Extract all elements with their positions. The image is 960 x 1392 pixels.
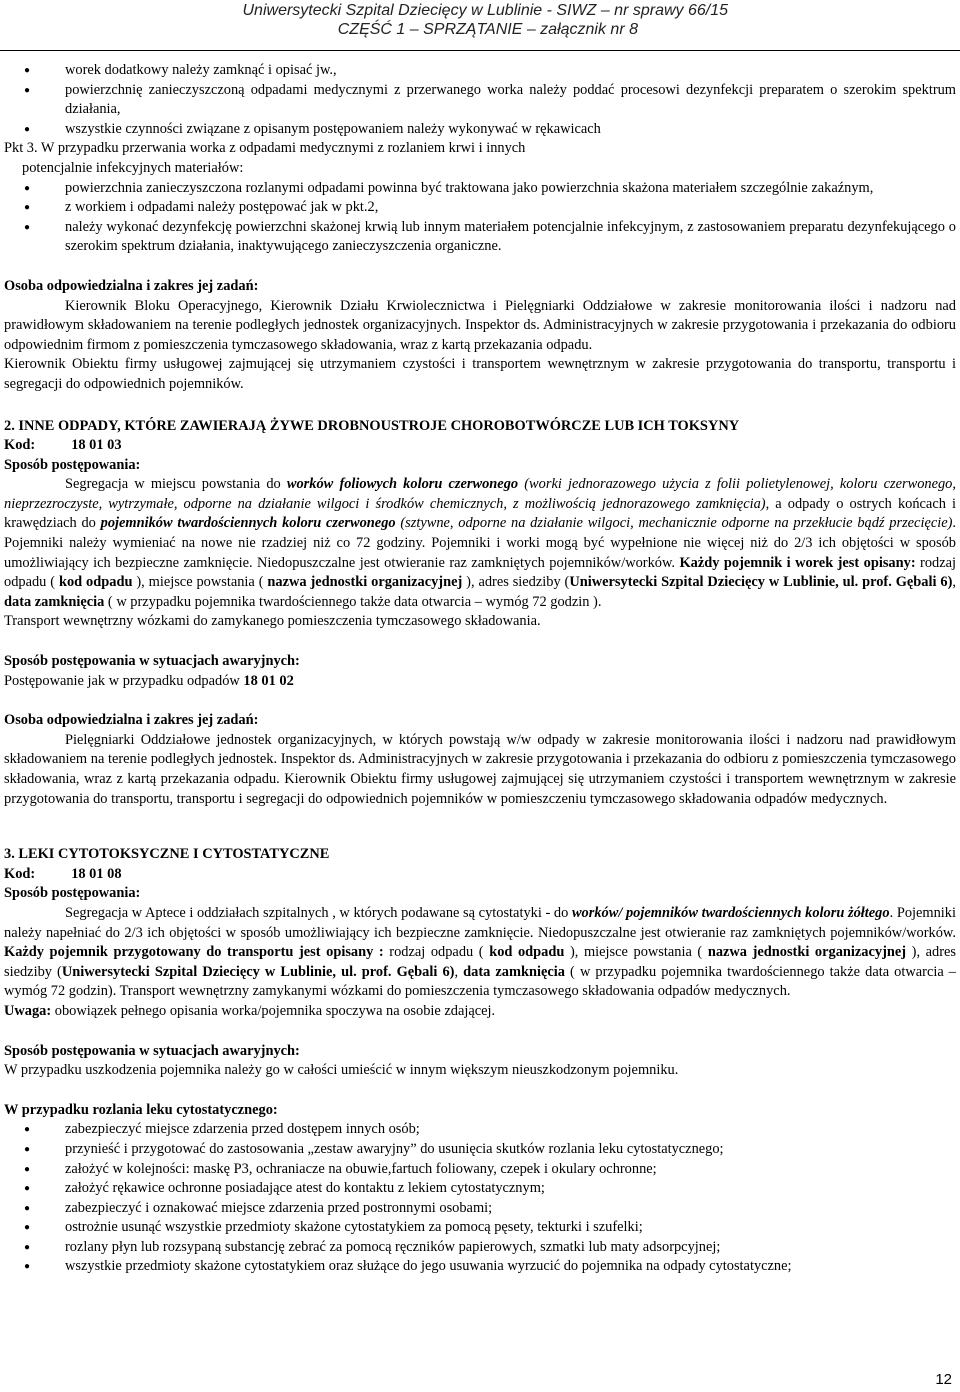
section2-sposob-label: Sposób postępowania: [4, 456, 141, 473]
list-item: ● założyć rękawice ochronne posiadające atest do kontaktu z lekiem cytostatycznym; [4, 1179, 956, 1199]
list-item: ● z workiem i odpadami należy postępować jak w pkt.2, [4, 198, 956, 218]
list-item: ● wszystkie przedmioty skażone cytostatykiem oraz służące do jego usuwania wyrzucić do pojemnika na odpady cytostatyczne; [4, 1257, 956, 1277]
kod-value: 18 01 08 [71, 865, 122, 882]
section2-awaryjne-label: Sposób postępowania w sytuacjach awaryjnych: [4, 653, 300, 670]
list-item: ● zabezpieczyć miejsce zdarzenia przed dostępem innych osób; [4, 1120, 956, 1140]
section2-title: 2. INNE ODPADY, KTÓRE ZAWIERAJĄ ŻYWE DROBNOUSTROJE CHOROBOTWÓRCZE LUB ICH TOKSYNY [4, 417, 740, 434]
list-item: ● worek dodatkowy należy zamknąć i opisać jw., [4, 61, 956, 81]
header-title: Uniwersytecki Szpital Dziecięcy w Lublinie - SIWZ – nr sprawy 66/15 [242, 2, 728, 19]
list-item: ● założyć w kolejności: maskę P3, ochraniacze na obuwie,fartuch foliowany, czepek i okulary ochronne; [4, 1160, 956, 1180]
list-item: ● należy wykonać dezynfekcję powierzchni skażonej krwią lub innym materiałem potencjalnie infekcyjnym, z zastosowaniem preparatu dezynfekującego o szerokim spektrum działania, inaktywującego zanieczyszczenia organiczne. [4, 218, 956, 257]
pkt3-bullet-list [4, 179, 956, 257]
section3-uwaga: Uwaga: obowiązek pełnego opisania worka/pojemnika spoczywa na osobie zdającej. [4, 1002, 496, 1019]
section3-rozlanie-label: W przypadku rozlania leku cytostatycznego: [4, 1101, 278, 1118]
section2-transport: Transport wewnętrzny wózkami do zamykanego pomieszczenia tymczasowego składowania. [4, 613, 541, 630]
list-item: ● zabezpieczyć i oznakować miejsce zdarzenia przed postronnymi osobami; [4, 1199, 956, 1219]
list-item: ● wszystkie czynności związane z opisanym postępowaniem należy wykonywać w rękawicach [4, 120, 956, 140]
responsibility-text-2: Kierownik Obiektu firmy usługowej zajmującej się utrzymaniem czystości i transportem wewnętrznym w zakresie przygotowania do transportu, transportu i segregacji do odpowiednich pojemników. [4, 356, 956, 392]
responsibility-heading: Osoba odpowiedzialna i zakres jej zadań: [4, 277, 259, 294]
kod-value: 18 01 03 [71, 437, 122, 454]
pkt3-intro: Pkt 3. W przypadku przerwania worka z odpadami medycznymi z rozlaniem krwi i innych [4, 140, 526, 157]
section2-resp-heading: Osoba odpowiedzialna i zakres jej zadań: [4, 712, 259, 729]
rozlanie-bullet-list [4, 1120, 956, 1277]
section3-kod [4, 865, 956, 885]
section2-kod [4, 436, 956, 456]
list-item: ● powierzchnia zanieczyszczona rozlanymi odpadami powinna być traktowana jako powierzchnia skażona materiałem szczególnie zakaźnym, [4, 179, 956, 199]
page-header [0, 0, 960, 50]
list-item: ● powierzchnię zanieczyszczoną odpadami medycznymi z przerwanego worka należy poddać procesowi dezynfekcji preparatem o szerokim spektrum działania, [4, 81, 956, 120]
header-rule [0, 50, 960, 51]
section2-awaryjne-text: Postępowanie jak w przypadku odpadów 18 01 02 [4, 672, 294, 689]
section3-procedure: Segregacja w Aptece i oddziałach szpitalnych , w których podawane są cytostatyki - do worków/ pojemników twardościennych koloru żółtego. Pojemniki należy napełniać do 2/3 ich objętości w sposób umożliwiający ich bezpieczne zamknięcie. Niedopuszczalne jest otwieranie raz zamkniętych pojemników/worków. Każdy pojemnik przygotowany do transportu jest opisany : rodzaj odpadu ( kod odpadu ), miejsce powstania ( nazwa jednostki organizacyjnej ), adres siedziby (Uniwersytecki Szpital Dziecięcy w Lublinie, ul. prof. Gębali 6), data zamknięcia ( w przypadku pojemnika twardościennego także data otwarcia – wymóg 72 godzin). Transport wewnętrzny zamykanymi wózkami do pomieszczenia tymczasowego składowania odpadów medycznych. [4, 904, 956, 1000]
page-number: 12 [935, 1371, 952, 1388]
section3-awaryjne-label: Sposób postępowania w sytuacjach awaryjnych: [4, 1042, 300, 1059]
pkt3-intro-cont: potencjalnie infekcyjnych materiałów: [22, 159, 244, 176]
kod-label: Kod: [4, 437, 36, 454]
section3-awaryjne-text: W przypadku uszkodzenia pojemnika należy go w całości umieścić w innym większym nieuszkodzonym pojemniku. [4, 1062, 679, 1079]
kod-label: Kod: [4, 865, 36, 882]
section2-resp-text: Pielęgniarki Oddziałowe jednostek organizacyjnych, w których powstają w/w odpady w zakresie monitorowania ilości i nadzoru nad prawidłowym składowaniem na terenie podległych jednostek. Inspektor ds. Administracyjnych w zakresie przygotowania i przekazania do odbioru z pomieszczenia tymczasowego składowania, wraz z kartą przekazania odpadu. Kierownik Obiektu firmy usługowej zajmującej się utrzymaniem czystości i transportem wewnętrznym w zakresie przygotowania do transportu, transportu i segregacji do odpowiednich pojemników w pomieszczeniu tymczasowego składowania odpadów medycznych. [4, 731, 956, 807]
section3-sposob-label: Sposób postępowania: [4, 885, 141, 902]
header-subtitle: CZĘŚĆ 1 – SPRZĄTANIE – załącznik nr 8 [337, 21, 638, 38]
section3-title: 3. LEKI CYTOTOKSYCZNE I CYTOSTATYCZNE [4, 846, 330, 863]
responsibility-text: Kierownik Bloku Operacyjnego, Kierownik Działu Krwiolecznictwa i Pielęgniarki Oddziałowe w zakresie monitorowania ilości i nadzoru nad prawidłowym składowaniem na terenie podległych jednostek organizacyjnych. Inspektor ds. Administracyjnych w zakresie przygotowania i przekazania do odbioru odpowiednim firmom z pomieszczenia tymczasowego składowania, wraz z kartą przekazania odpadu. [4, 297, 956, 353]
list-item: ● rozlany płyn lub rozsypaną substancję zebrać za pomocą ręczników papierowych, szmatki lub maty adsorpcyjnej; [4, 1238, 956, 1258]
top-bullet-list [4, 61, 956, 139]
section2-procedure: Segregacja w miejscu powstania do worków foliowych koloru czerwonego (worki jednorazowego użycia z folii polietylenowej, koloru czerwonego, nieprzezroczyste, wytrzymałe, odporne na działanie wilgoci i środków chemicznych, z możliwością jednorazowego zamknięcia), a odpady o ostrych końcach i krawędziach do pojemników twardościennych koloru czerwonego (sztywne, odporne na działanie wilgoci, mechanicznie odporne na przekłucie bądź przecięcie). Pojemniki należy wymieniać na nowe nie rzadziej niż co 72 godziny. Pojemniki i worki mogą być wypełnione nie więcej niż do 2/3 ich objętości w sposób umożliwiający ich bezpieczne zamknięcie. Niedopuszczalne jest otwieranie raz zamkniętych pojemników/worków. Każdy pojemnik i worek jest opisany: rodzaj odpadu ( kod odpadu ), miejsce powstania ( nazwa jednostki organizacyjnej ), adres siedziby (Uniwersytecki Szpital Dziecięcy w Lublinie, ul. prof. Gębali 6), data zamknięcia ( w przypadku pojemnika twardościennego także data otwarcia – wymóg 72 godzin ). [4, 476, 957, 610]
document-body [4, 61, 956, 1277]
list-item: ● ostrożnie usunąć wszystkie przedmioty skażone cytostatykiem za pomocą pęsety, tekturki i szufelki; [4, 1218, 956, 1238]
list-item: ● przynieść i przygotować do zastosowania „zestaw awaryjny” do usunięcia skutków rozlania leku cytostatycznego; [4, 1140, 956, 1160]
